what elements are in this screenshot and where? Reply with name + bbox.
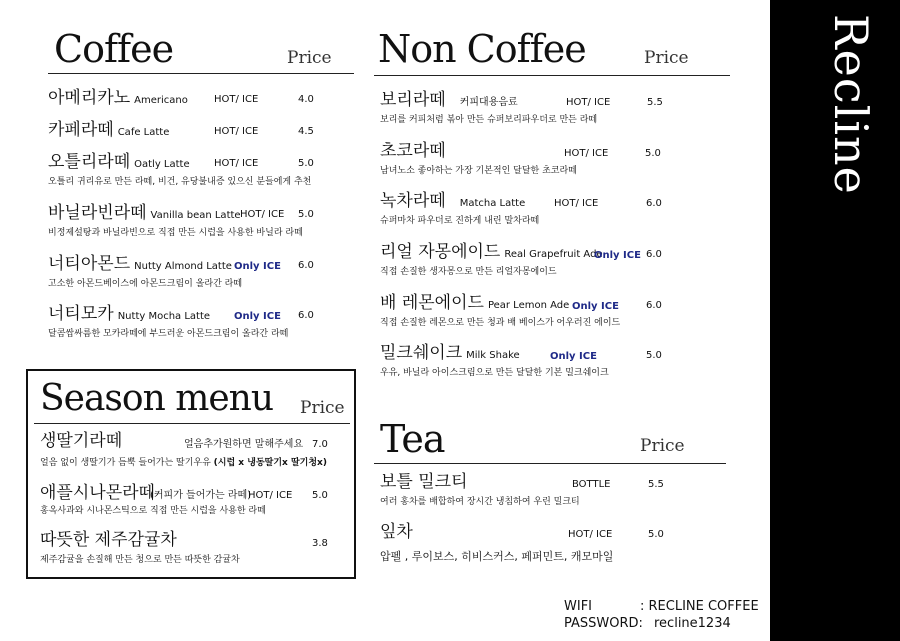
menu-item-name: 오틀리라떼 Oatly Latte bbox=[48, 152, 190, 172]
season-title: Season menu bbox=[40, 378, 274, 419]
tea-title: Tea bbox=[380, 417, 445, 461]
menu-item-name: 따뜻한 제주감귤차 bbox=[40, 530, 177, 550]
menu-item-name: 너티아몬드 Nutty Almond Latte bbox=[48, 254, 232, 274]
menu-item-desc: 달콤쌉싸름한 모카라떼에 부드러운 아몬드크림이 올라간 라떼 bbox=[48, 329, 289, 339]
menu-item-note: 얼음추가원하면 말해주세요 bbox=[184, 439, 304, 450]
menu-item-price: 5.0 bbox=[648, 529, 664, 540]
menu-item-price: 5.0 bbox=[312, 490, 328, 501]
menu-item-temp: Only ICE bbox=[594, 250, 641, 261]
menu-item-desc: 고소한 아몬드베이스에 아몬드크림이 올라간 라떼 bbox=[48, 279, 243, 289]
tea-price-header: Price bbox=[640, 436, 685, 456]
menu-item-name: 밀크쉐이크 Milk Shake bbox=[380, 343, 520, 363]
menu-item-desc: 여러 홍차를 배합하여 장시간 냉침하여 우린 밀크티 bbox=[380, 497, 580, 507]
menu-item-price: 4.5 bbox=[298, 126, 314, 137]
menu-item-temp: HOT/ ICE bbox=[214, 94, 259, 105]
menu-item-price: 6.0 bbox=[646, 300, 662, 311]
menu-item-price: 6.0 bbox=[298, 260, 314, 271]
menu-item-price: 5.0 bbox=[646, 350, 662, 361]
menu-item-desc: 비정제설탕과 바닐라빈으로 직접 만든 시럽을 사용한 바닐라 라떼 bbox=[48, 228, 303, 238]
menu-item-price: 5.5 bbox=[647, 97, 663, 108]
menu-item-temp: Only ICE bbox=[550, 351, 597, 362]
menu-item-name: 잎차 bbox=[380, 522, 413, 542]
menu-item-temp: Only ICE bbox=[234, 261, 281, 272]
menu-item-temp: Only ICE bbox=[234, 311, 281, 322]
noncoffee-price-header: Price bbox=[644, 48, 689, 68]
menu-item-desc: 슈퍼마차 파우더로 진하게 내린 말차라떼 bbox=[380, 216, 540, 226]
menu-item-desc: 남녀노소 좋아하는 가장 기본적인 달달한 초코라떼 bbox=[380, 166, 577, 176]
menu-item-temp: HOT/ ICE bbox=[214, 126, 259, 137]
wifi-label: WIFI bbox=[564, 599, 592, 614]
menu-item-temp: HOT/ ICE bbox=[214, 158, 259, 169]
noncoffee-rule bbox=[374, 75, 730, 76]
menu-item-desc: 오틀리 귀리유로 만든 라떼, 비건, 유당불내증 있으신 분들에게 추천 bbox=[48, 177, 312, 187]
menu-item-name: 리얼 자몽에이드 Real Grapefruit Ade bbox=[380, 242, 603, 262]
menu-item-desc: 압펠 , 루이보스, 히비스커스, 페퍼민트, 캐모마일 bbox=[380, 550, 614, 563]
menu-item-name: 생딸기라떼 bbox=[40, 431, 123, 451]
menu-item-name: 애플시나몬라떼 bbox=[40, 483, 155, 503]
menu-item-temp: HOT/ ICE bbox=[248, 490, 293, 501]
wifi-value: : RECLINE COFFEE bbox=[640, 599, 759, 614]
menu-item-desc: 홍옥사과와 시나몬스틱으로 직접 만든 시럽을 사용한 라떼 bbox=[40, 506, 266, 516]
season-price-header: Price bbox=[300, 398, 345, 418]
noncoffee-title: Non Coffee bbox=[378, 27, 586, 71]
menu-item-price: 7.0 bbox=[312, 439, 328, 450]
menu-item-price: 4.0 bbox=[298, 94, 314, 105]
menu-item-name: 아메리카노 Americano bbox=[48, 88, 188, 108]
menu-item-temp: HOT/ ICE bbox=[566, 97, 611, 108]
menu-item-name: 보리라떼 커피대용음료 bbox=[380, 90, 518, 110]
menu-item-name: 초코라떼 bbox=[380, 141, 446, 161]
menu-item-price: 3.8 bbox=[312, 538, 328, 549]
menu-item-name: 배 레몬에이드 Pear Lemon Ade bbox=[380, 293, 570, 313]
menu-item-temp: HOT/ ICE bbox=[554, 198, 599, 209]
menu-item-temp: Only ICE bbox=[572, 301, 619, 312]
menu-item-price: 6.0 bbox=[646, 198, 662, 209]
menu-item-temp: BOTTLE bbox=[572, 479, 611, 490]
menu-item-temp: HOT/ ICE bbox=[568, 529, 613, 540]
menu-item-note: (커피가 들어가는 라떼) bbox=[150, 490, 252, 501]
menu-item-name: 바닐라빈라떼 Vanilla bean Latte bbox=[48, 203, 241, 223]
password-label: PASSWORD: bbox=[564, 616, 643, 631]
menu-item-name: 카페라떼 Cafe Latte bbox=[48, 120, 170, 140]
menu-item-price: 6.0 bbox=[646, 249, 662, 260]
brand-name: Recline bbox=[824, 14, 878, 195]
menu-item-desc: 제주감귤을 손질해 만든 청으로 만든 따뜻한 감귤차 bbox=[40, 555, 240, 565]
menu-item-desc: 직접 손질한 레몬으로 만든 청과 배 베이스가 어우러진 에이드 bbox=[380, 318, 621, 328]
menu-item-desc: 우유, 바닐라 아이스크림으로 만든 달달한 기본 밀크쉐이크 bbox=[380, 368, 609, 378]
menu-item-price: 5.0 bbox=[298, 158, 314, 169]
menu-item-price: 5.5 bbox=[648, 479, 664, 490]
season-rule bbox=[34, 423, 350, 424]
menu-item-price: 6.0 bbox=[298, 310, 314, 321]
coffee-price-header: Price bbox=[287, 48, 332, 68]
coffee-title: Coffee bbox=[54, 27, 174, 71]
menu-item-name: 녹차라떼 Matcha Latte bbox=[380, 191, 526, 211]
menu-item-price: 5.0 bbox=[298, 209, 314, 220]
menu-item-desc: 얼음 없이 생딸기가 듬뿍 들어가는 딸기우유 (시럽 x 냉동딸기x 딸기청x) bbox=[40, 458, 327, 468]
tea-rule bbox=[374, 463, 726, 464]
menu-item-temp: HOT/ ICE bbox=[240, 209, 285, 220]
password-value: recline1234 bbox=[654, 616, 731, 631]
menu-item-name: 너티모카 Nutty Mocha Latte bbox=[48, 304, 211, 324]
menu-item-price: 5.0 bbox=[645, 148, 661, 159]
coffee-rule bbox=[48, 73, 354, 74]
menu-item-name: 보틀 밀크티 bbox=[380, 472, 468, 492]
menu-item-desc: 보리를 커피처럼 볶아 만든 슈퍼보리파우더로 만든 라떼 bbox=[380, 115, 598, 125]
menu-item-temp: HOT/ ICE bbox=[564, 148, 609, 159]
menu-item-desc: 직접 손질한 생자몽으로 만든 리얼자몽에이드 bbox=[380, 267, 557, 277]
